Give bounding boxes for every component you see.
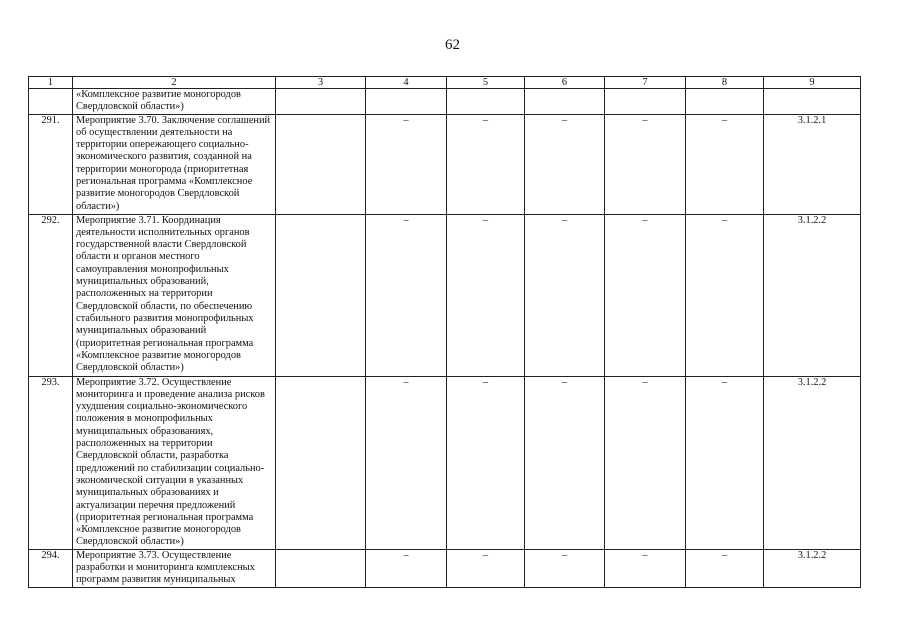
header-cell: 1 (29, 77, 73, 89)
row-col4: – (366, 114, 447, 214)
row-col6: – (525, 214, 605, 376)
row-col8: – (686, 376, 764, 549)
table-row (29, 214, 861, 376)
row-col8: – (686, 214, 764, 376)
empty-cell (366, 89, 447, 115)
empty-cell (447, 89, 525, 115)
header-cell: 7 (605, 77, 686, 89)
row-col3 (276, 376, 366, 549)
row-col7: – (605, 376, 686, 549)
header-cell: 9 (764, 77, 861, 89)
row-col8: – (686, 114, 764, 214)
row-description: Мероприятие 3.73. Осуществление разработки и мониторинга комплексных программ развития муниципальных (73, 549, 276, 587)
row-col4: – (366, 549, 447, 587)
continuation-text: «Комплексное развитие моногородов Свердловской области») (73, 89, 276, 115)
row-col3 (276, 214, 366, 376)
table-row (29, 549, 861, 587)
row-number-cell (29, 89, 73, 115)
row-col6: – (525, 549, 605, 587)
row-col5: – (447, 214, 525, 376)
header-cell: 2 (73, 77, 276, 89)
table-row (29, 114, 861, 214)
row-col4: – (366, 214, 447, 376)
header-cell: 8 (686, 77, 764, 89)
row-col5: – (447, 549, 525, 587)
row-number: 292. (29, 214, 73, 376)
row-col8: – (686, 549, 764, 587)
row-col3 (276, 114, 366, 214)
row-target-code: 3.1.2.2 (764, 376, 861, 549)
empty-cell (686, 89, 764, 115)
row-col6: – (525, 114, 605, 214)
header-cell: 6 (525, 77, 605, 89)
row-description: Мероприятие 3.71. Координация деятельности исполнительных органов государственной власти Свердловской области и органов местного самоуправления монопрофильных муниципальных образований, расположенных на территории Свердловской области, по обеспечению стабильного развития монопрофильных муниципальных образований (приоритетная региональная программа «Комплексное развитие моногородов Свердловской области») (73, 214, 276, 376)
continuation-row (29, 89, 861, 115)
row-col7: – (605, 549, 686, 587)
header-cell: 3 (276, 77, 366, 89)
row-number: 293. (29, 376, 73, 549)
row-number: 294. (29, 549, 73, 587)
row-col6: – (525, 376, 605, 549)
row-col5: – (447, 376, 525, 549)
row-description: Мероприятие 3.70. Заключение соглашений об осуществлении деятельности на территории опережающего социально-экономического развития, созданной на территории моногорода (приоритетная региональная программа «Комплексное развитие моногородов Свердловской области») (73, 114, 276, 214)
row-description: Мероприятие 3.72. Осуществление мониторинга и проведение анализа рисков ухудшения социально-экономического положения в монопрофильных муниципальных образованиях, расположенных на территории Свердловской области, разработка предложений по стабилизации социально-экономической ситуации в указанных муниципальных образованиях и актуализации перечня предложений (приоритетная региональная программа «Комплексное развитие моногородов Свердловской области») (73, 376, 276, 549)
row-target-code: 3.1.2.2 (764, 549, 861, 587)
row-col7: – (605, 114, 686, 214)
row-col7: – (605, 214, 686, 376)
header-cell: 4 (366, 77, 447, 89)
page-number: 62 (445, 37, 460, 53)
row-col3 (276, 549, 366, 587)
row-col5: – (447, 114, 525, 214)
row-target-code: 3.1.2.2 (764, 214, 861, 376)
empty-cell (276, 89, 366, 115)
table-row (29, 376, 861, 549)
empty-cell (764, 89, 861, 115)
header-cell: 5 (447, 77, 525, 89)
row-number: 291. (29, 114, 73, 214)
row-target-code: 3.1.2.1 (764, 114, 861, 214)
empty-cell (525, 89, 605, 115)
program-table (28, 76, 861, 588)
header-row (29, 77, 861, 89)
row-col4: – (366, 376, 447, 549)
empty-cell (605, 89, 686, 115)
